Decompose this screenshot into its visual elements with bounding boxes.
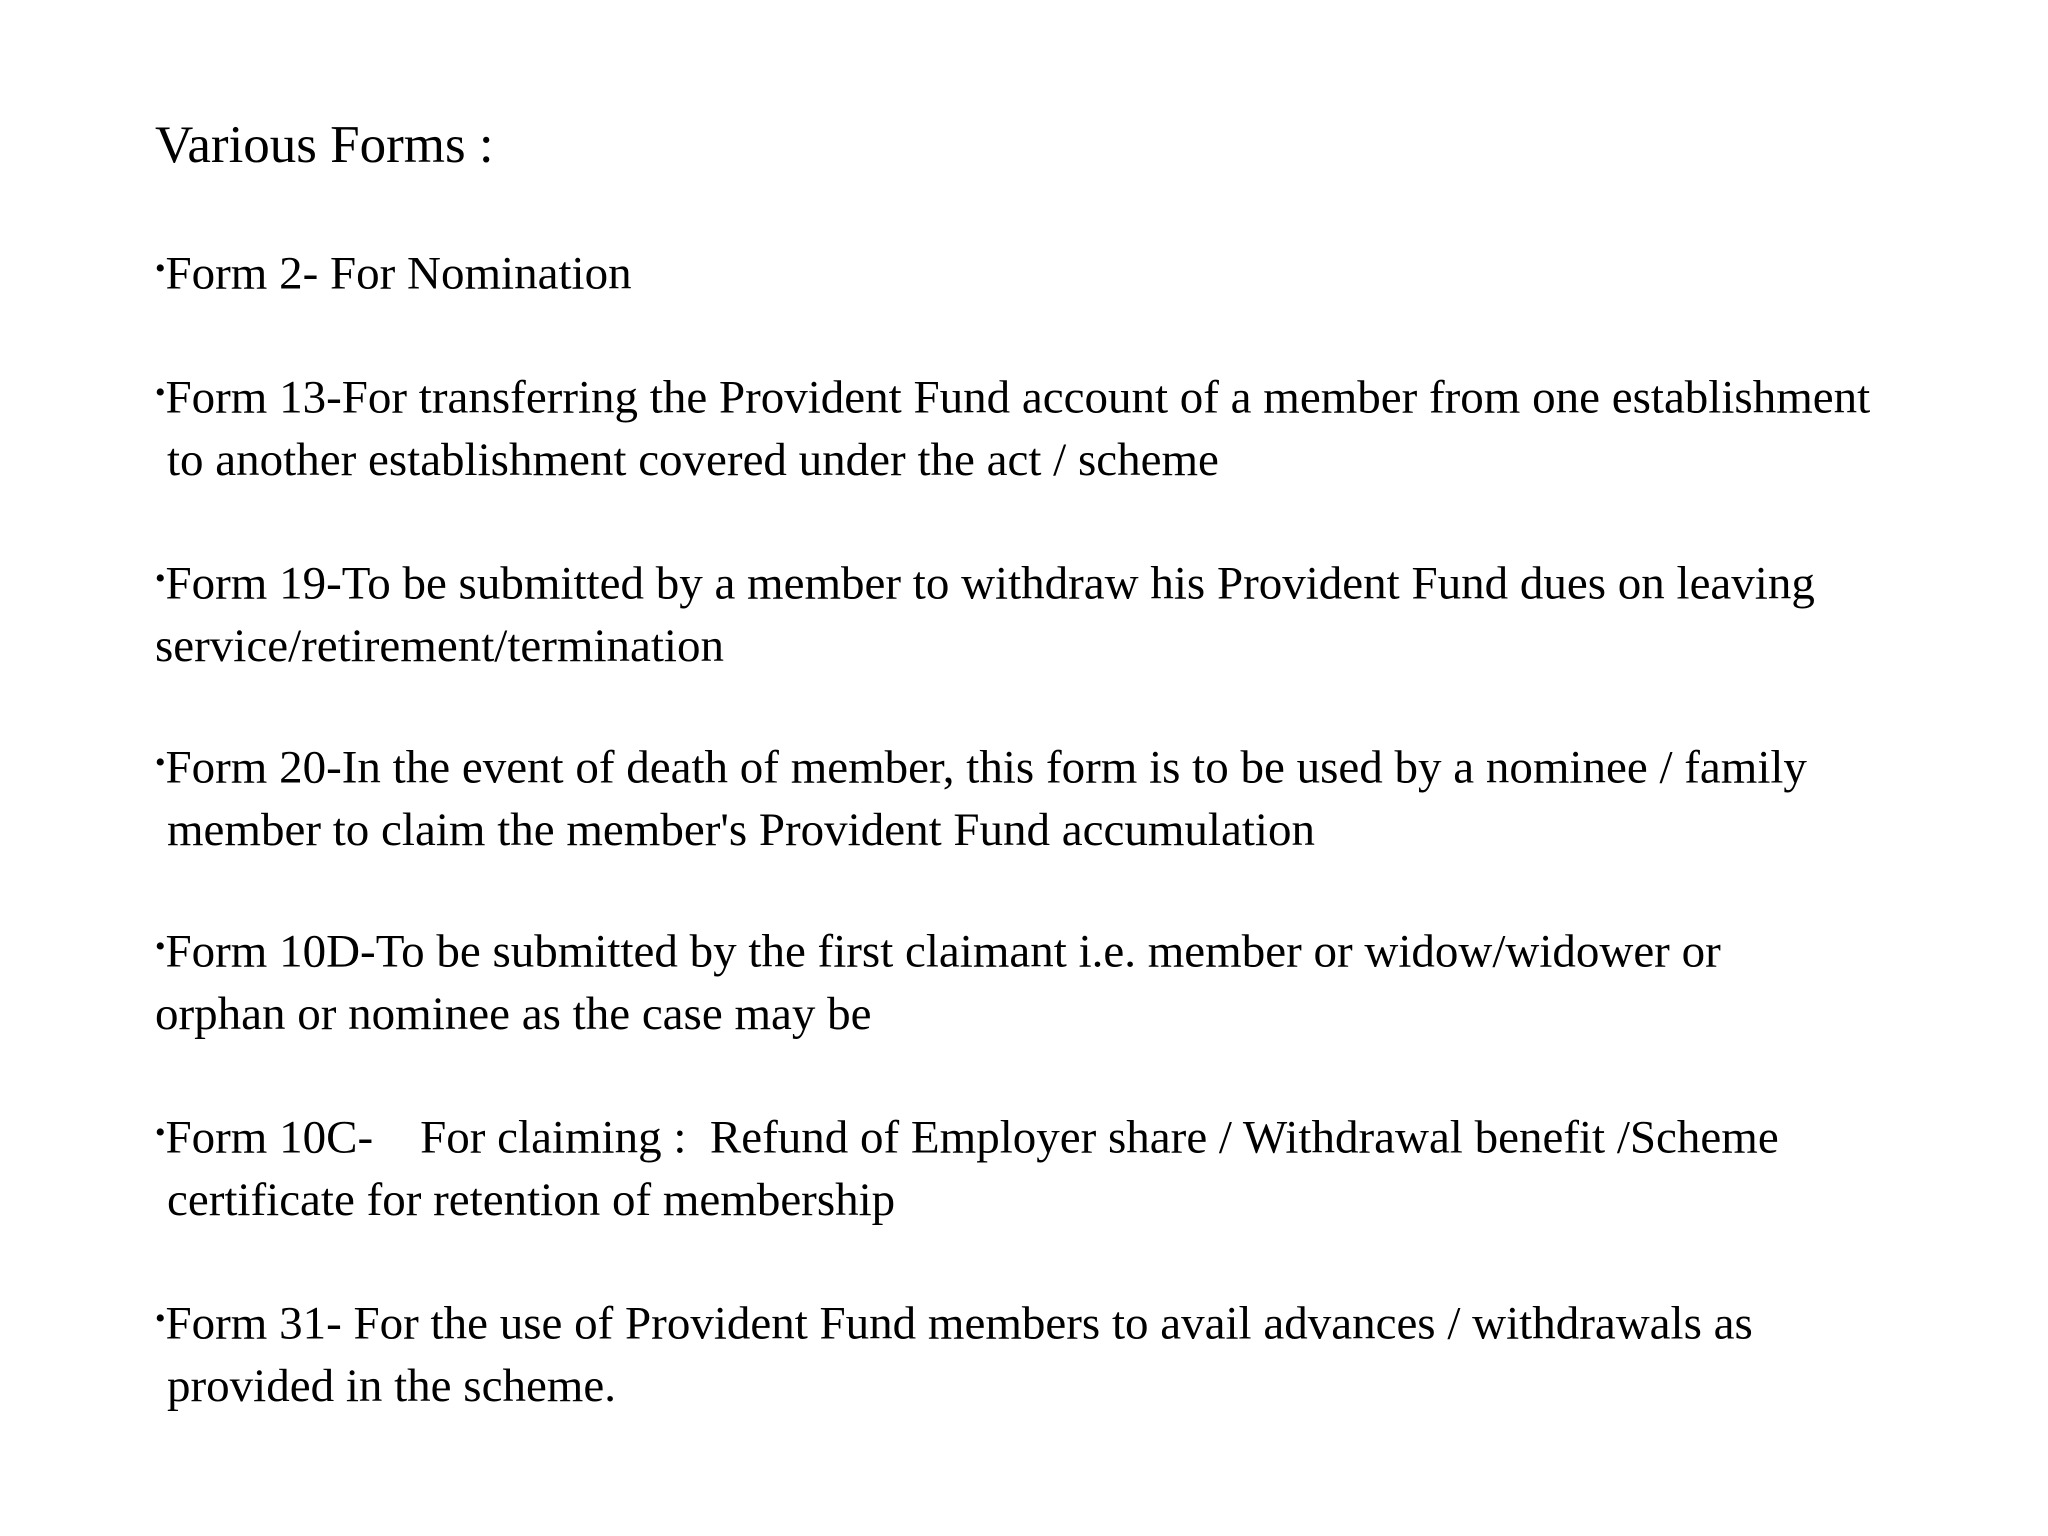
bullet-icon: • bbox=[155, 376, 166, 409]
list-item-line: •Form 20-In the event of death of member, this form is to be used by a nominee / family bbox=[155, 741, 1807, 794]
list-item bbox=[155, 238, 632, 305]
list-item-continuation: service/retirement/termination bbox=[155, 619, 724, 672]
slide-heading: Various Forms : bbox=[155, 116, 494, 174]
list-item bbox=[155, 362, 1870, 491]
bullet-icon: • bbox=[155, 1116, 166, 1149]
list-item bbox=[155, 548, 1815, 677]
list-item bbox=[155, 1288, 1753, 1417]
list-item-line: •Form 10D-To be submitted by the first claimant i.e. member or widow/widower or bbox=[155, 925, 1721, 978]
list-item bbox=[155, 732, 1807, 861]
list-item-continuation: certificate for retention of membership bbox=[167, 1173, 896, 1226]
list-item bbox=[155, 1102, 1779, 1231]
bullet-icon: • bbox=[155, 930, 166, 963]
list-item bbox=[155, 916, 1721, 1045]
list-item-continuation: orphan or nominee as the case may be bbox=[155, 987, 872, 1040]
list-item-continuation: to another establishment covered under the act / scheme bbox=[167, 433, 1219, 486]
list-item-continuation: member to claim the member's Provident Fund accumulation bbox=[167, 803, 1315, 856]
list-item-continuation: provided in the scheme. bbox=[167, 1359, 616, 1412]
bullet-icon: • bbox=[155, 252, 166, 285]
bullet-icon: • bbox=[155, 746, 166, 779]
list-item-line: •Form 2- For Nomination bbox=[155, 247, 632, 300]
list-item-line: •Form 13-For transferring the Provident Fund account of a member from one establishment bbox=[155, 371, 1871, 424]
bullet-icon: • bbox=[155, 1302, 166, 1335]
list-item-line: •Form 19-To be submitted by a member to withdraw his Provident Fund dues on leaving bbox=[155, 557, 1815, 610]
list-item-line: •Form 31- For the use of Provident Fund members to avail advances / withdrawals as bbox=[155, 1297, 1753, 1350]
bullet-icon: • bbox=[155, 562, 166, 595]
list-item-line: •Form 10C- For claiming : Refund of Employer share / Withdrawal benefit /Scheme bbox=[155, 1111, 1779, 1164]
